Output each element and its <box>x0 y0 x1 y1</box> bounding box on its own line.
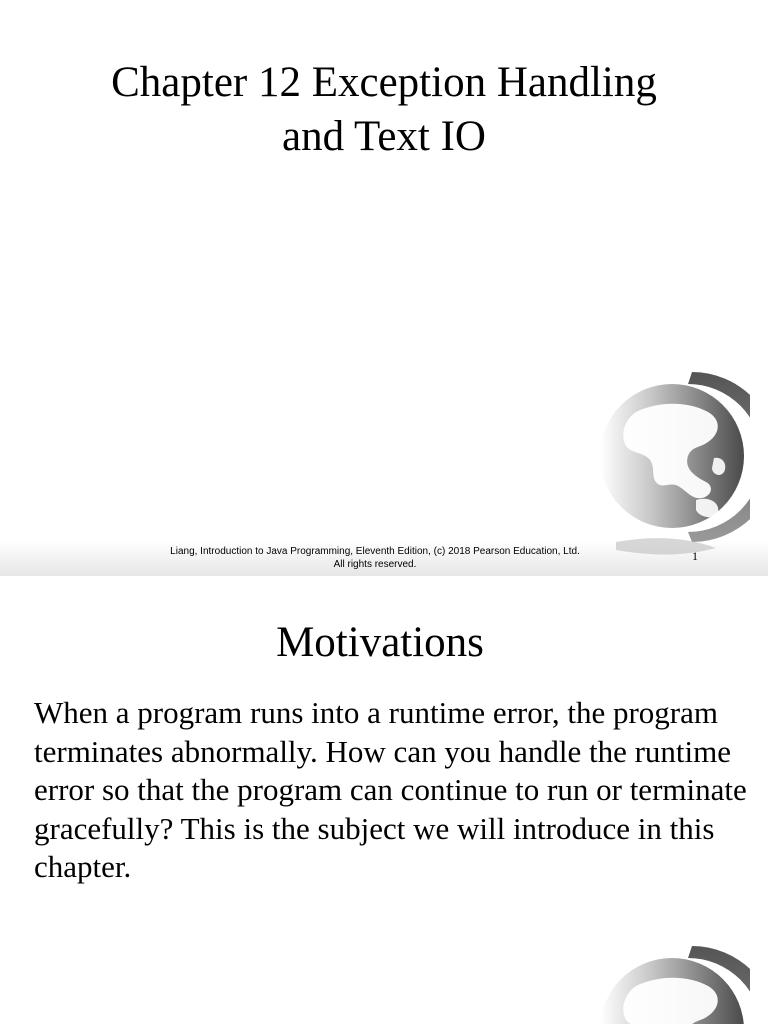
footer-line-1: Liang, Introduction to Java Programming, Eleventh Edition, (c) 2018 Pearson Education, Ltd. <box>170 546 580 557</box>
slide-title <box>0 56 768 164</box>
title-line-2: and Text IO <box>282 113 486 160</box>
slide-title: Motivations <box>276 619 484 666</box>
page-number: 1 <box>692 549 698 563</box>
slide-body: When a program runs into a runtime error, the program terminates abnormally. How can you handle the runtime error so that the program can continue to run or terminate gracefully? This is the subject we will introduce in this chapter. <box>34 695 747 884</box>
footer-copyright <box>0 545 750 571</box>
globe-icon <box>596 372 750 562</box>
globe-icon <box>596 946 750 1024</box>
footer-line-2: All rights reserved. <box>333 559 417 570</box>
title-line-1: Chapter 12 Exception Handling <box>111 59 657 106</box>
slide-2 <box>0 576 768 1024</box>
